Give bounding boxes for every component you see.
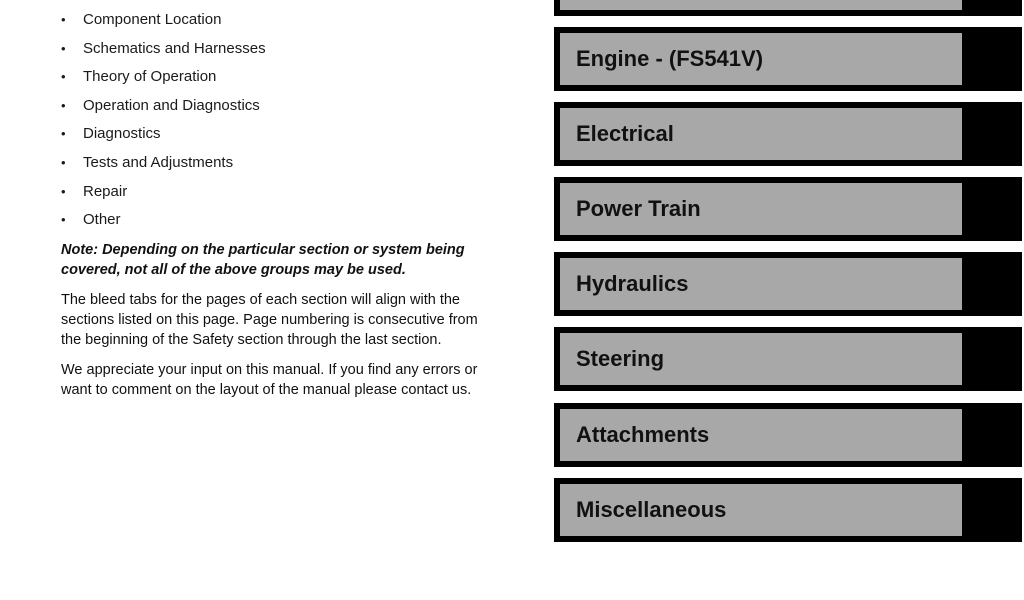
section-tab-label: Steering xyxy=(576,346,665,371)
tab-panel xyxy=(560,333,962,385)
list-item xyxy=(61,208,501,237)
tab-panel xyxy=(560,0,962,10)
list-item xyxy=(61,180,501,209)
section-tab-label: Miscellaneous xyxy=(576,497,727,522)
section-tab-electrical[interactable] xyxy=(554,102,1022,166)
list-item xyxy=(61,8,501,37)
tab-panel xyxy=(560,258,962,310)
list-item xyxy=(61,94,501,123)
section-tab-label: Attachments xyxy=(576,422,710,447)
bullet-icon: • xyxy=(61,126,66,142)
group-label: Repair xyxy=(83,182,128,200)
tab-panel xyxy=(560,409,962,461)
tab-panel xyxy=(560,33,962,85)
list-item xyxy=(61,65,501,94)
bleed-tabs-paragraph: The bleed tabs for the pages of each section will align with the sections listed on this page. Page numbering is consecutive from the beginning of the Safety section through the last section. xyxy=(61,291,478,348)
section-tab-label: Hydraulics xyxy=(576,271,689,296)
section-tab-label: Engine - (FS541V) xyxy=(576,46,764,71)
section-tab-attachments[interactable] xyxy=(554,403,1022,467)
section-groups-list xyxy=(61,8,501,237)
list-item xyxy=(61,37,501,66)
list-item xyxy=(61,151,501,180)
bullet-icon: • xyxy=(61,40,66,56)
section-tab-label: Electrical xyxy=(576,121,674,146)
bullet-icon: • xyxy=(61,183,66,199)
section-tab[interactable] xyxy=(554,0,1022,16)
list-item xyxy=(61,122,501,151)
bullet-icon: • xyxy=(61,212,66,228)
bullet-icon: • xyxy=(61,154,66,170)
manual-intro-column xyxy=(61,8,501,400)
section-tab-steering[interactable] xyxy=(554,327,1022,391)
feedback-paragraph: We appreciate your input on this manual. If you find any errors or want to comment on the layout of the manual please contact us. xyxy=(61,361,478,398)
tab-panel xyxy=(560,108,962,160)
group-label: Operation and Diagnostics xyxy=(83,96,260,114)
tab-panel xyxy=(560,183,962,235)
section-tab-label: Power Train xyxy=(576,196,701,221)
group-label: Component Location xyxy=(83,11,222,28)
bullet-icon: • xyxy=(61,97,66,113)
section-tab-engine[interactable] xyxy=(554,27,1022,91)
group-label: Theory of Operation xyxy=(83,68,217,86)
group-label: Other xyxy=(83,211,121,229)
note-text: Note: Depending on the particular section or system being covered, not all of the above groups may be used. xyxy=(61,241,465,278)
group-label: Schematics and Harnesses xyxy=(83,39,266,57)
bullet-icon: • xyxy=(61,12,66,27)
section-tab-miscellaneous[interactable] xyxy=(554,478,1022,542)
section-tab-power-train[interactable] xyxy=(554,177,1022,241)
group-label: Tests and Adjustments xyxy=(83,153,234,171)
group-label: Diagnostics xyxy=(83,125,161,143)
bullet-icon: • xyxy=(61,69,66,85)
section-tab-hydraulics[interactable] xyxy=(554,252,1022,316)
tab-panel xyxy=(560,484,962,536)
